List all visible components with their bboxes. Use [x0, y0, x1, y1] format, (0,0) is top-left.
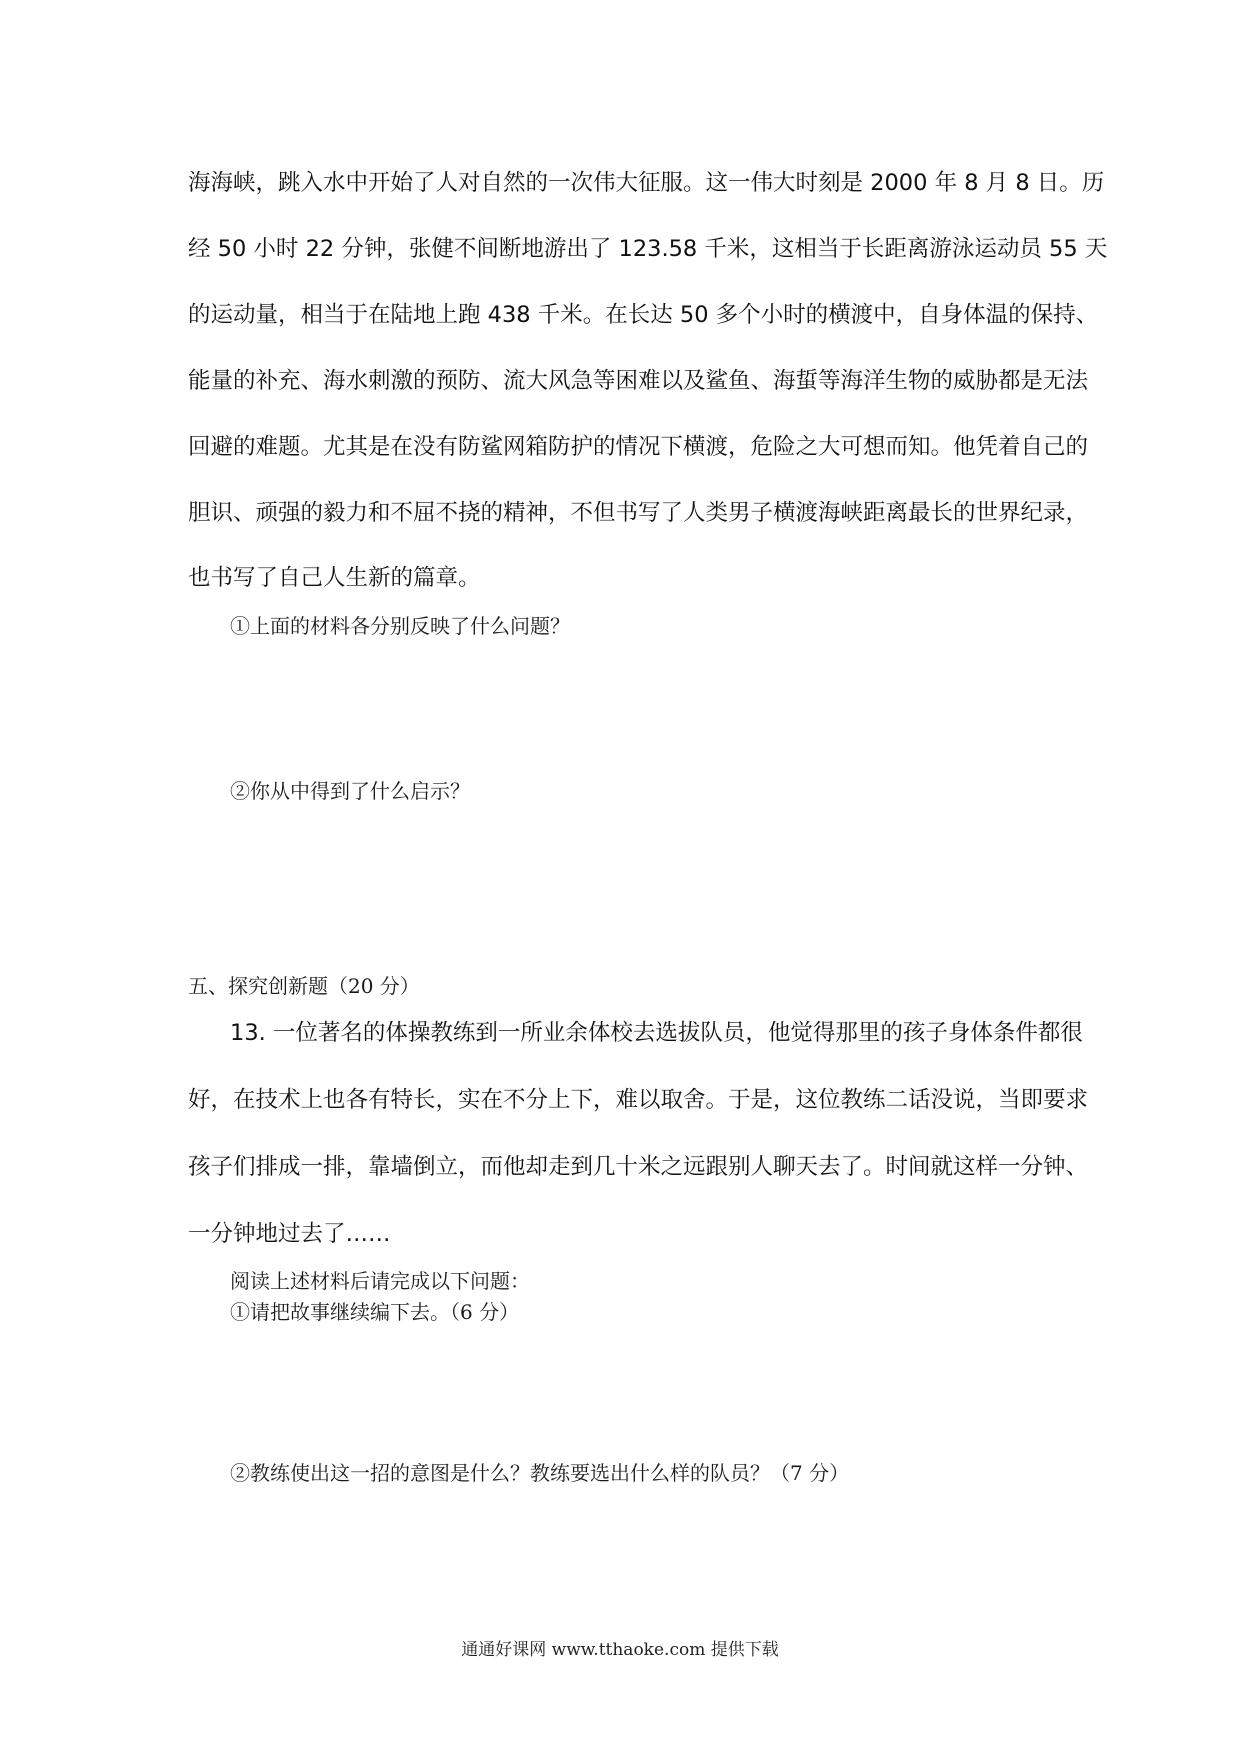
section-heading: 五、探究创新题（20 分）	[188, 974, 420, 998]
question-1: ①上面的材料各分别反映了什么问题？	[230, 614, 570, 638]
passage-line: 孩子们排成一排，靠墙倒立，而他却走到几十米之远跟别人聊天去了。时间就这样一分钟、	[188, 1154, 1089, 1180]
passage-line: 海海峡，跳入水中开始了人对自然的一次伟大征服。这一伟大时刻是 2000 年 8 月 8 日。历	[188, 170, 1105, 196]
question-2: ②教练使出这一招的意图是什么？教练要选出什么样的队员？（7 分）	[230, 1461, 850, 1485]
passage-line: 回避的难题。尤其是在没有防鲨网箱防护的情况下横渡，危险之大可想而知。他凭着自己的	[188, 434, 1089, 460]
footer-text: 通通好课网 www.tthaoke.com 提供下载	[461, 1640, 779, 1660]
passage-line: 一分钟地过去了……	[188, 1221, 391, 1247]
passage-line: 13. 一位著名的体操教练到一所业余体校去选拔队员，他觉得那里的孩子身体条件都很	[230, 1020, 1083, 1046]
question-1: ①请把故事继续编下去。（6 分）	[230, 1300, 520, 1324]
passage-line: 也书写了自己人生新的篇章。	[188, 565, 481, 591]
passage-line: 好，在技术上也各有特长，实在不分上下，难以取舍。于是，这位教练二话没说，当即要求	[188, 1087, 1089, 1113]
passage-line: 经 50 小时 22 分钟，张健不间断地游出了 123.58 千米，这相当于长距离游泳运动员 55 天	[188, 236, 1108, 262]
passage-line: 的运动量，相当于在陆地上跑 438 千米。在长达 50 多个小时的横渡中，自身体温的保持、	[188, 302, 1099, 328]
instruction-text: 阅读上述材料后请完成以下问题：	[230, 1269, 530, 1293]
passage-line: 能量的补充、海水刺激的预防、流大风急等困难以及鲨鱼、海蜇等海洋生物的威胁都是无法	[188, 368, 1089, 394]
question-2: ②你从中得到了什么启示？	[230, 779, 470, 803]
passage-line: 胆识、顽强的毅力和不屈不挠的精神，不但书写了人类男子横渡海峡距离最长的世界纪录，	[188, 500, 1089, 526]
